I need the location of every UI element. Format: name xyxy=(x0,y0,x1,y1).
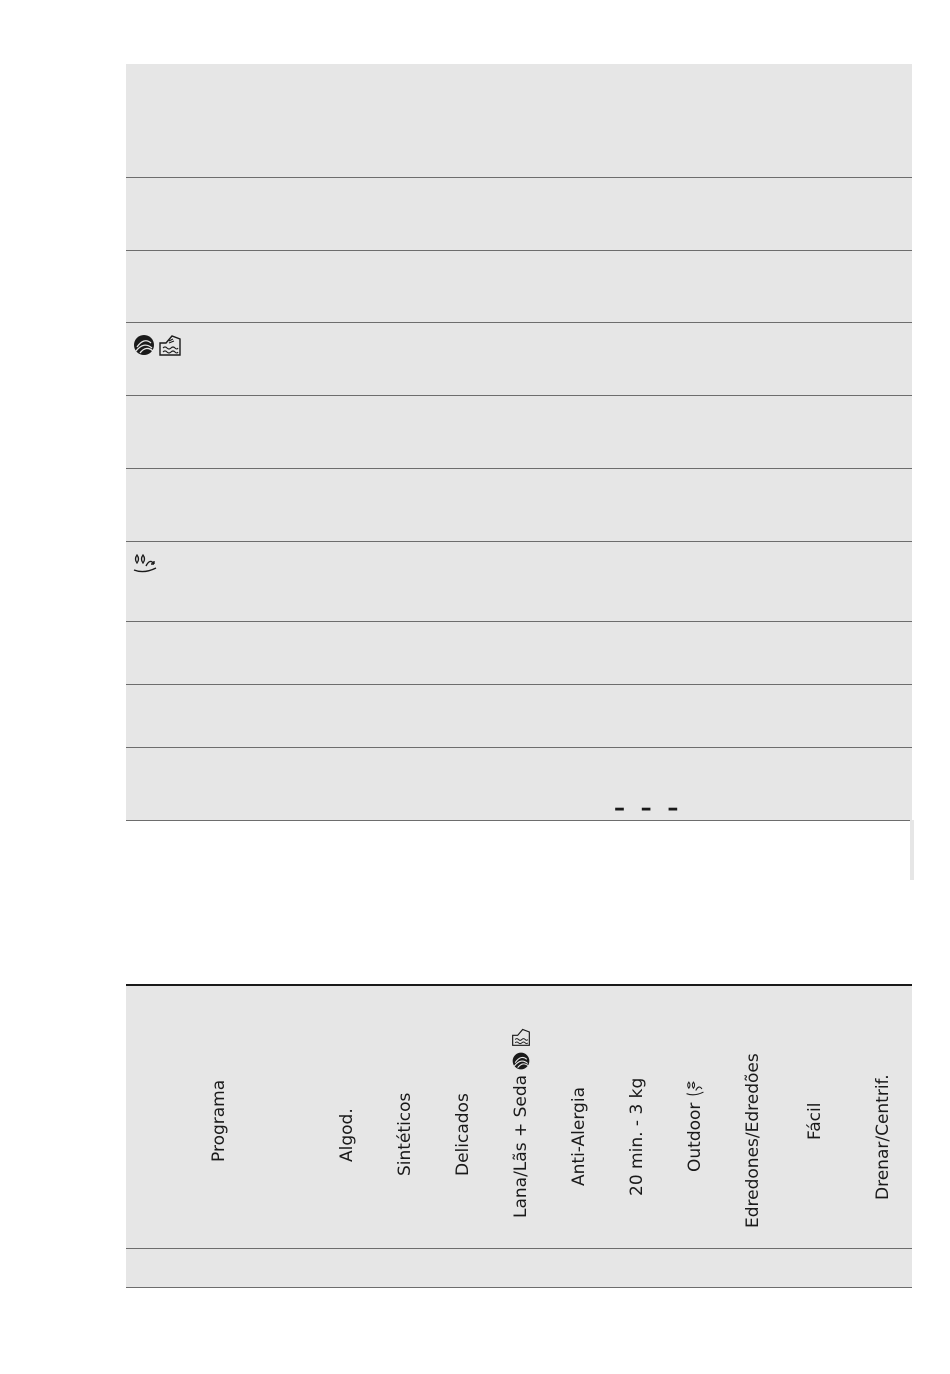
header-programa xyxy=(208,1080,230,1162)
table-row xyxy=(126,178,912,251)
table-row-wool xyxy=(126,323,912,396)
header-sinteticos xyxy=(394,1093,416,1176)
table-row-drain xyxy=(126,748,912,821)
outdoor-icon xyxy=(132,552,158,576)
table-row xyxy=(126,622,912,685)
header-label: Edredones/Edredões xyxy=(743,1053,763,1228)
header-label: Delicados xyxy=(453,1093,473,1176)
wool-ball-icon xyxy=(132,333,156,357)
header-label: Programa xyxy=(209,1079,229,1162)
header-label: Fácil xyxy=(805,1102,825,1140)
header-lana-seda xyxy=(510,1027,532,1218)
header-facil xyxy=(804,1103,826,1140)
header-label: Sintéticos xyxy=(395,1092,415,1176)
header-anti-alergia xyxy=(568,1087,590,1186)
table-row xyxy=(126,251,912,323)
table-top-rule xyxy=(126,984,912,986)
table-row xyxy=(126,64,912,178)
hand-wash-icon xyxy=(511,1027,531,1047)
table-bottom-rule xyxy=(126,1287,912,1288)
program-table xyxy=(126,64,912,821)
not-applicable-dashes: – – – xyxy=(614,796,683,821)
header-label: Outdoor xyxy=(685,1102,705,1172)
header-outdoor xyxy=(684,1079,706,1172)
table-row xyxy=(126,469,912,542)
header-20min xyxy=(626,1078,648,1196)
wool-ball-icon xyxy=(511,1051,531,1071)
header-label: Drenar/Centrif. xyxy=(873,1074,893,1200)
header-delicados xyxy=(452,1093,474,1176)
header-algod xyxy=(336,1108,358,1162)
header-label: Lana/Lãs + Seda xyxy=(511,1074,531,1218)
table-row-outdoor xyxy=(126,542,912,622)
edge-mark xyxy=(910,820,914,880)
header-edredones xyxy=(742,1053,764,1228)
table-row xyxy=(126,685,912,748)
header-label: 20 min. - 3 kg xyxy=(627,1077,647,1196)
program-header-table xyxy=(126,984,912,1288)
header-label: Anti-Alergia xyxy=(569,1087,589,1186)
table-row-divider xyxy=(126,1248,912,1249)
outdoor-icon xyxy=(685,1079,705,1099)
header-label: Algod. xyxy=(337,1108,357,1162)
header-drenar-centrif xyxy=(872,1074,894,1200)
hand-wash-icon xyxy=(158,333,182,357)
table-row xyxy=(126,396,912,469)
